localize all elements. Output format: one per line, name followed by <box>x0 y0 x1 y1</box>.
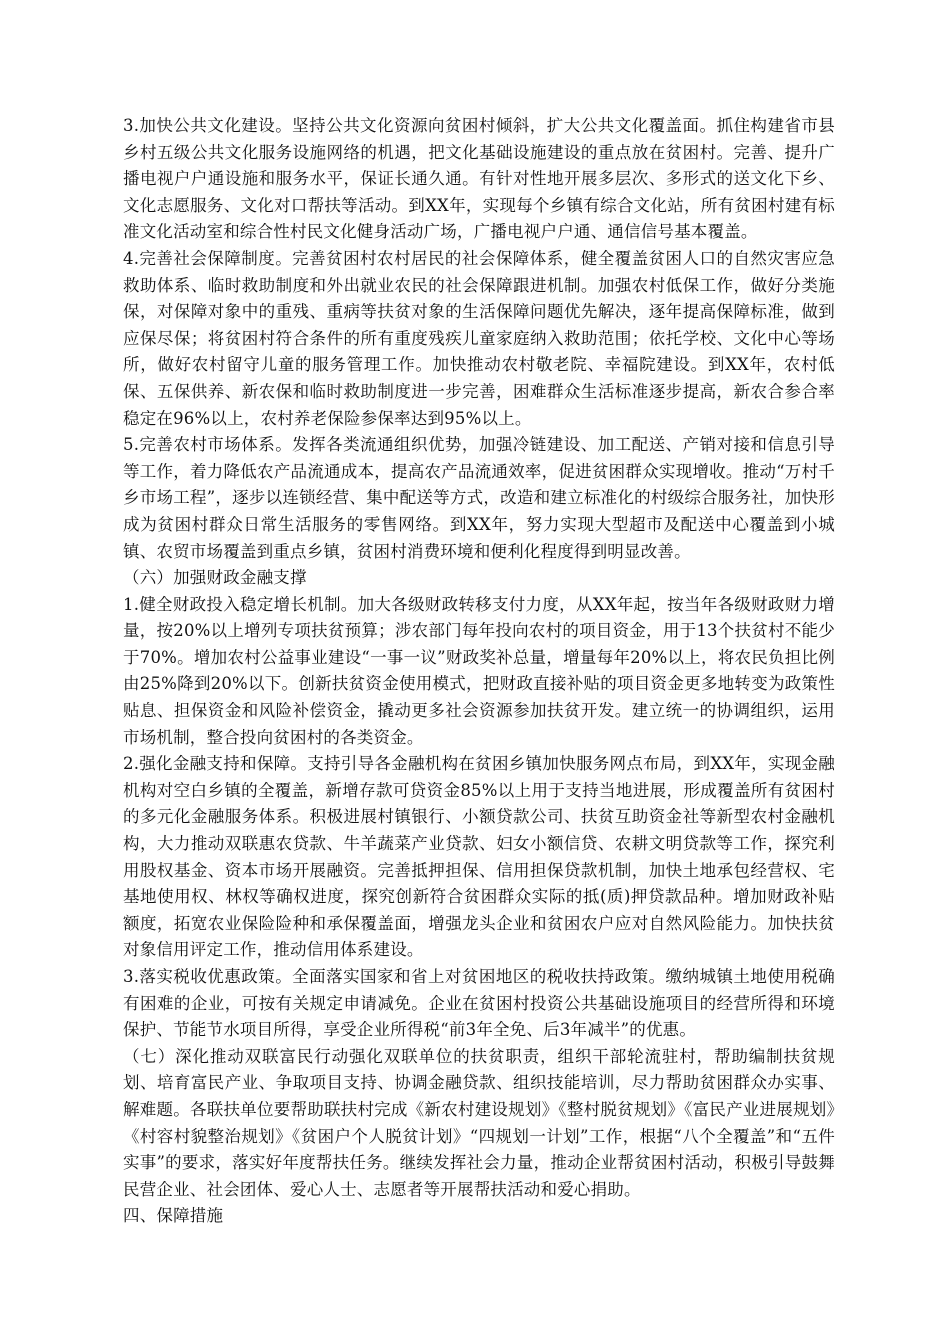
paragraph-fiscal-investment: 1.健全财政投入稳定增长机制。加大各级财政转移支付力度，从XX年起，按当年各级财政财力增量，按20%以上增列专项扶贫预算；涉农部门每年投向农村的项目资金，用于13个扶贫村不能少于70%。增加农村公益事业建设“一事一议”财政奖补总量，增量每年20%以上，将农民负担比例由25%降到20%以下。创新扶贫资金使用模式，把财政直接补贴的项目资金更多地转变为政策性贴息、担保资金和风险补偿资金，撬动更多社会资源参加扶贫开发。建立统一的协调组织，运用市场机制，整合投向贫困村的各类资金。 <box>123 594 835 747</box>
paragraph-social-security: 4.完善社会保障制度。完善贫困村农村居民的社会保障体系，健全覆盖贫困人口的自然灾害应急救助体系、临时救助制度和外出就业农民的社会保障跟进机制。加强农村低保工作，做好分类施保，对保障对象中的重残、重病等扶贫对象的生活保障问题优先解决，逐年提高保障标准，做到应保尽保；将贫困村符合条件的所有重度残疾儿童家庭纳入救助范围；依托学校、文化中心等场所，做好农村留守儿童的服务管理工作。加快推动农村敬老院、幸福院建设。到XX年，农村低保、五保供养、新农保和临时救助制度进一步完善，困难群众生活标准逐步提高，新农合参合率稳定在96%以上，农村养老保险参保率达到95%以上。 <box>123 248 835 428</box>
paragraph-rural-market: 5.完善农村市场体系。发挥各类流通组织优势，加强冷链建设、加工配送、产销对接和信息引导等工作，着力降低农产品流通成本，提高农产品流通效率，促进贫困群众实现增收。推动“万村千乡市场工程”，逐步以连锁经营、集中配送等方式，改造和建立标准化的村级综合服务社，加快形成为贫困村群众日常生活服务的零售网络。到XX年，努力实现大型超市及配送中心覆盖到小城镇、农贸市场覆盖到重点乡镇，贫困村消费环境和便利化程度得到明显改善。 <box>123 435 835 561</box>
paragraph-tax-policy: 3.落实税收优惠政策。全面落实国家和省上对贫困地区的税收扶持政策。缴纳城镇土地使用税确有困难的企业，可按有关规定申请减免。企业在贫困村投资公共基础设施项目的经营所得和环境保护、节能节水项目所得，享受企业所得税“前3年全免、后3年减半”的优惠。 <box>123 967 835 1040</box>
paragraph-financial-support: 2.强化金融支持和保障。支持引导各金融机构在贫困乡镇加快服务网点布局，到XX年，实现金融机构对空白乡镇的全覆盖，新增存款可贷资金85%以上用于支持当地进展，形成覆盖所有贫困村的多元化金融服务体系。积极进展村镇银行、小额贷款公司、扶贫互助资金社等新型农村金融机构，大力推动双联惠农贷款、牛羊蔬菜产业贷款、妇女小额信贷、农耕文明贷款等工作，探究利用股权基金、资本市场开展融资。完善抵押担保、信用担保贷款机制，加快土地承包经营权、宅基地使用权、林权等确权进度，探究创新符合贫困群众实际的抵(质)押贷款品种。增加财政补贴额度，拓宽农业保险险种和承保覆盖面，增强龙头企业和贫困农户应对自然风险能力。加快扶贫对象信用评定工作，推动信用体系建设。 <box>123 754 835 960</box>
section-heading-finance: （六）加强财政金融支撑 <box>123 568 307 588</box>
section-heading-safeguards: 四、保障措施 <box>123 1206 224 1226</box>
paragraph-public-culture: 3.加快公共文化建设。坚持公共文化资源向贫困村倾斜，扩大公共文化覆盖面。抓住构建省市县乡村五级公共文化服务设施网络的机遇，把文化基础设施建设的重点放在贫困村。完善、提升广播电视户户通设施和服务水平，保证长通久通。有针对性地开展多层次、多形式的送文化下乡、文化志愿服务、文化对口帮扶等活动。到XX年，实现每个乡镇有综合文化站，所有贫困村建有标准文化活动室和综合性村民文化健身活动广场，广播电视户户通、通信信号基本覆盖。 <box>123 116 835 242</box>
paragraph-twin-linkage: （七）深化推动双联富民行动强化双联单位的扶贫职责，组织干部轮流驻村，帮助编制扶贫规划、培育富民产业、争取项目支持、协调金融贷款、组织技能培训，尽力帮助贫困群众办实事、解难题。各联扶单位要帮助联扶村完成《新农村建设规划》《整村脱贫规划》《富民产业进展规划》《村容村貌整治规划》《贫困户个人脱贫计划》“四规划一计划”工作，根据“八个全覆盖”和“五件实事”的要求，落实好年度帮扶任务。继续发挥社会力量，推动企业帮贫困村活动，积极引导鼓舞民营企业、社会团体、爱心人士、志愿者等开展帮扶活动和爱心捐助。 <box>123 1046 835 1199</box>
document-body <box>123 113 835 1230</box>
